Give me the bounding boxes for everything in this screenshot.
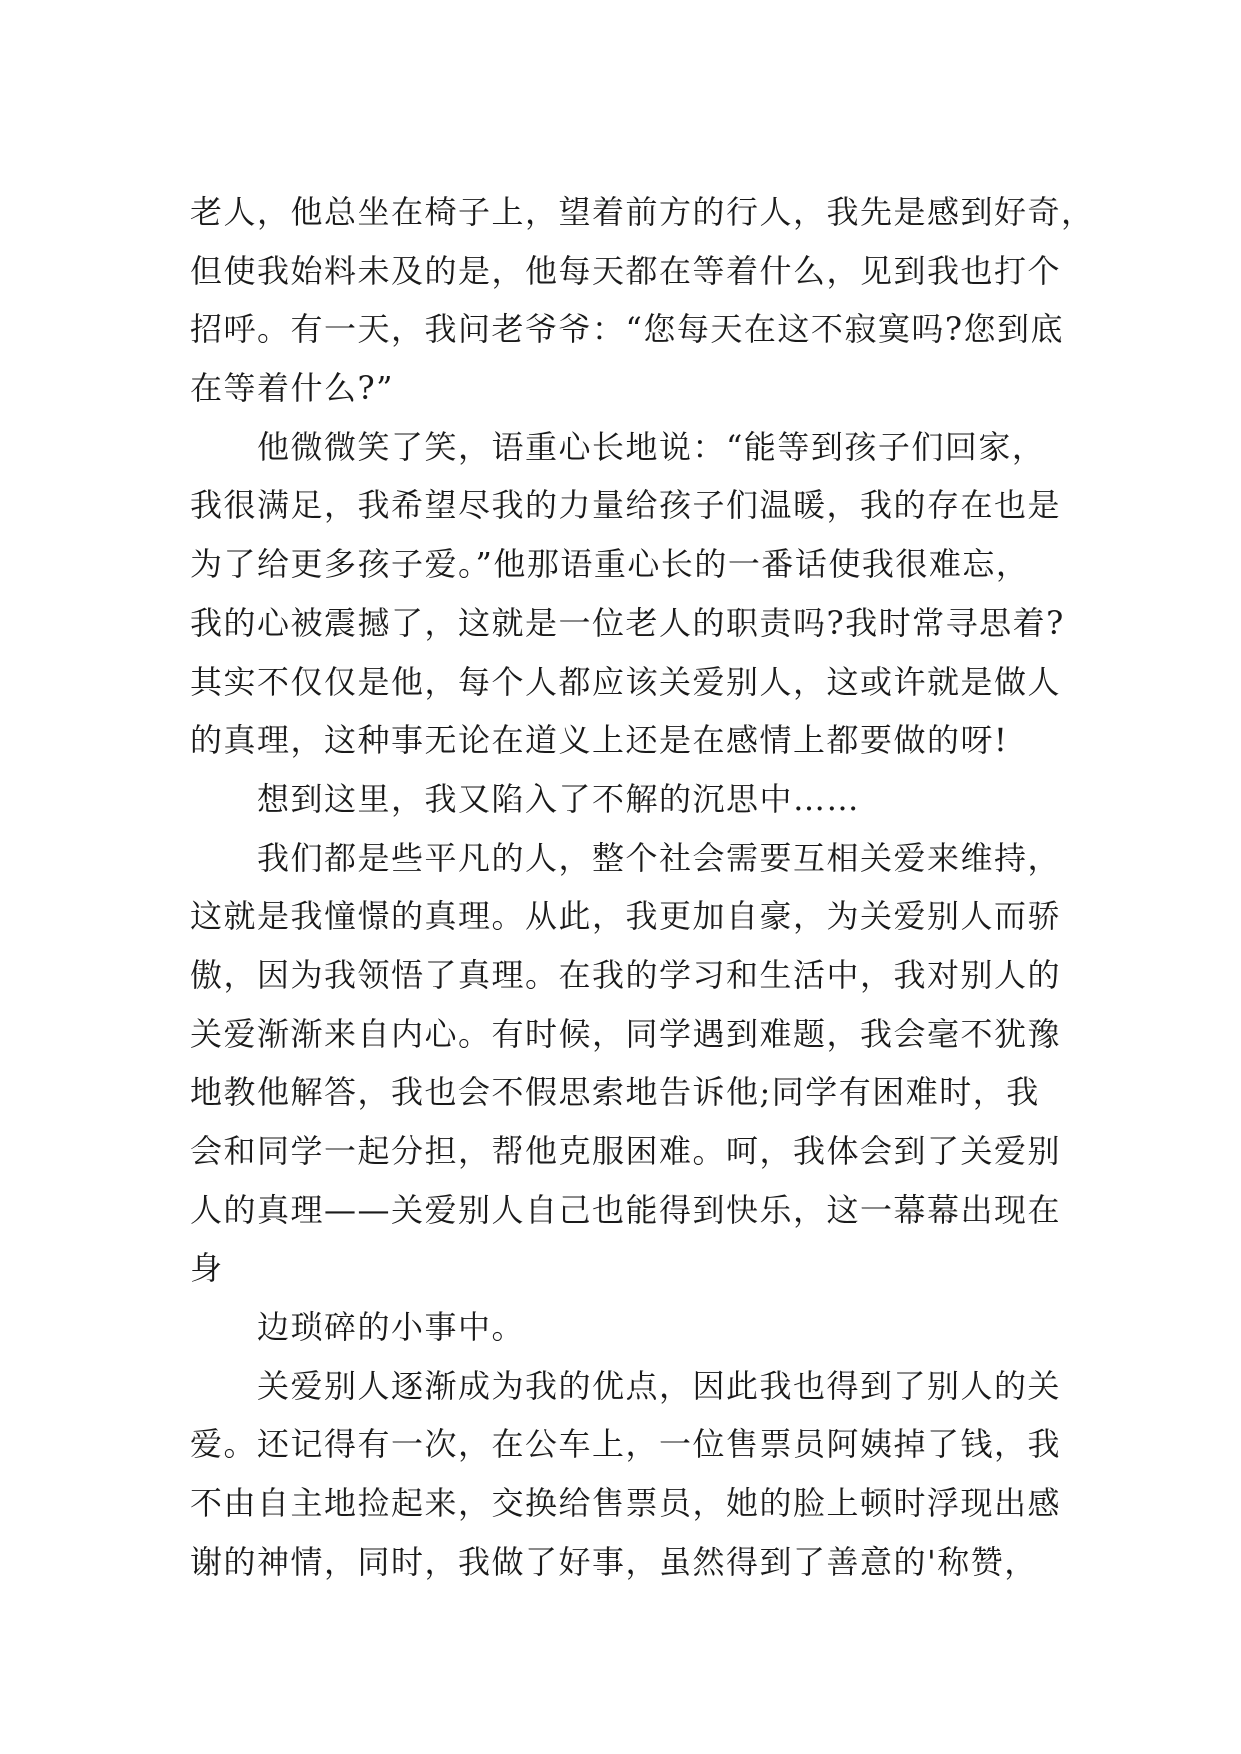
text-line: 在等着什么?” [190, 369, 395, 408]
text-line: 会和同学一起分担，帮他克服困难。呵，我体会到了关爱别 [190, 1132, 1062, 1170]
text-line: 身 [190, 1249, 224, 1288]
text-line: 想到这里，我又陷入了不解的沉思中…… [257, 779, 861, 818]
text-line: 爱。还记得有一次，在公车上，一位售票员阿姨掉了钱，我 [190, 1425, 1062, 1464]
text-line: 关爱渐渐来自内心。有时候，同学遇到难题，我会毫不犹豫 [190, 1014, 1062, 1053]
text-line: 这就是我憧憬的真理。从此，我更加自豪，为关爱别人而骄 [190, 897, 1062, 936]
text-line: 其实不仅仅是他，每个人都应该关爱别人，这或许就是做人 [190, 662, 1062, 701]
text-line: 人的真理——关爱别人自己也能得到快乐，这一幕幕出现在 [190, 1190, 1062, 1229]
text-line: 傲，因为我领悟了真理。在我的学习和生活中，我对别人的 [190, 955, 1062, 994]
text-line: 为了给更多孩子爱。”他那语重心长的一番话使我很难忘， [190, 545, 1030, 584]
text-line: 谢的神情，同时，我做了好事，虽然得到了善意的'称赞， [190, 1542, 1038, 1581]
text-line: 不由自主地捡起来，交换给售票员，她的脸上顿时浮现出感 [190, 1484, 1062, 1523]
text-line: 他微微笑了笑，语重心长地说：“能等到孩子们回家， [257, 427, 1046, 466]
text-line: 老人，他总坐在椅子上，望着前方的行人，我先是感到好奇， [190, 193, 1095, 231]
text-line: 我的心被震撼了，这就是一位老人的职责吗?我时常寻思着? [190, 603, 1065, 642]
text-line: 但使我始料未及的是，他每天都在等着什么，见到我也打个 [190, 251, 1062, 290]
text-line: 我们都是些平凡的人，整个社会需要互相关爱来维持， [257, 838, 1062, 877]
text-line: 我很满足，我希望尽我的力量给孩子们温暖，我的存在也是 [190, 486, 1062, 525]
text-line: 的真理，这种事无论在道义上还是在感情上都要做的呀! [190, 721, 1009, 760]
text-line: 关爱别人逐渐成为我的优点，因此我也得到了别人的关 [257, 1366, 1062, 1405]
text-line: 招呼。有一天，我问老爷爷：“您每天在这不寂寞吗?您到底 [190, 310, 1065, 349]
document-body [190, 183, 1095, 1592]
text-line: 边琐碎的小事中。 [257, 1308, 526, 1347]
text-line: 地教他解答，我也会不假思索地告诉他;同学有困难时，我 [190, 1073, 1040, 1112]
